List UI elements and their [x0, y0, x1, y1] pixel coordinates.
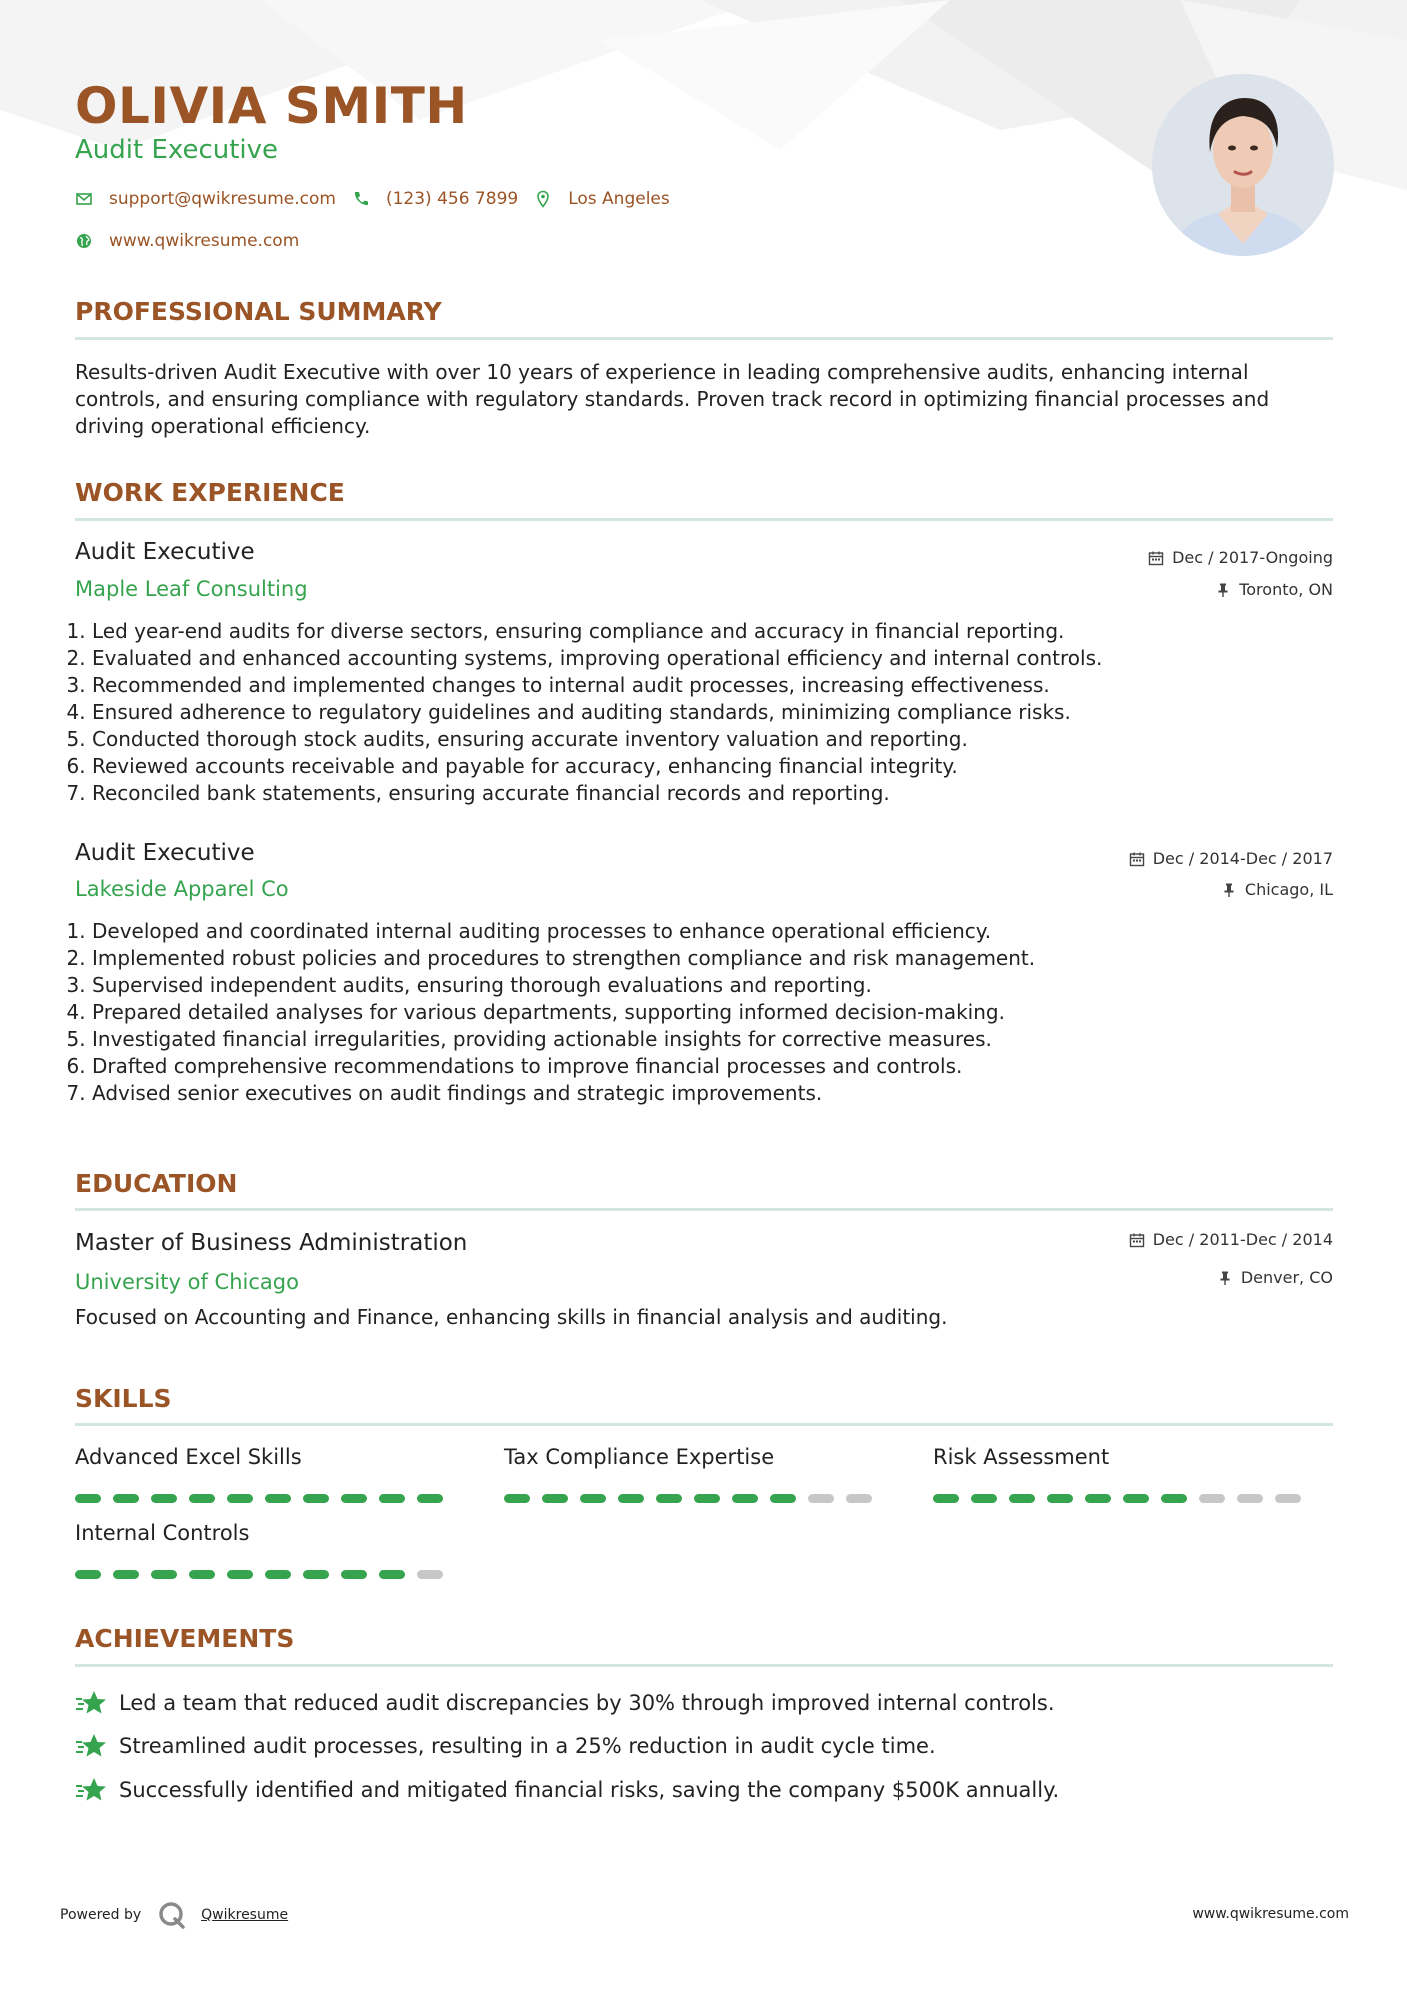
education-location-text: Denver, CO	[1240, 1268, 1333, 1287]
education-heading: EDUCATION	[75, 1169, 238, 1198]
achievement-text: Led a team that reduced audit discrepancies by 30% through improved internal controls.	[119, 1691, 1055, 1715]
skill-segment-empty	[1237, 1494, 1263, 1503]
responsibility-item: 4. Prepared detailed analyses for various departments, supporting informed decision-making.	[92, 999, 1332, 1026]
job-location	[1215, 580, 1333, 600]
skills-divider	[75, 1423, 1333, 1426]
skill-item	[75, 1444, 455, 1503]
job-dates-text: Dec / 2017-Ongoing	[1172, 548, 1333, 567]
skill-segment-filled	[341, 1570, 367, 1579]
responsibility-item: 2. Evaluated and enhanced accounting systems, improving operational efficiency and internal controls.	[92, 645, 1332, 672]
star-icon	[75, 1774, 107, 1806]
skills-heading: SKILLS	[75, 1384, 172, 1413]
education-dates-text: Dec / 2011-Dec / 2014	[1152, 1230, 1333, 1249]
email-link[interactable]: support@qwikresume.com	[109, 189, 336, 209]
pushpin-icon	[1215, 582, 1231, 598]
education-dates	[1129, 1230, 1333, 1250]
responsibility-item: 1. Led year-end audits for diverse sectors, ensuring compliance and accuracy in financial reporting.	[92, 618, 1332, 645]
skill-segment-filled	[113, 1570, 139, 1579]
skill-segment-empty	[417, 1570, 443, 1579]
job-responsibilities-list	[92, 618, 1332, 807]
skill-name: Internal Controls	[75, 1521, 250, 1545]
envelope-icon	[75, 190, 93, 208]
skill-item	[933, 1444, 1313, 1503]
skill-segment-filled	[694, 1494, 720, 1503]
skill-segment-empty	[1275, 1494, 1301, 1503]
skill-segment-filled	[341, 1494, 367, 1503]
globe-icon	[75, 232, 93, 250]
pushpin-icon	[1221, 882, 1237, 898]
qwikresume-link[interactable]: Qwikresume	[201, 1907, 289, 1923]
job-dates	[1148, 548, 1333, 568]
skill-segment-filled	[151, 1570, 177, 1579]
skill-segment-filled	[303, 1570, 329, 1579]
skill-segment-filled	[75, 1494, 101, 1503]
skill-segment-filled	[1085, 1494, 1111, 1503]
skill-segment-filled	[227, 1494, 253, 1503]
responsibility-item: 3. Supervised independent audits, ensuring thorough evaluations and reporting.	[92, 972, 1332, 999]
location-text: Los Angeles	[568, 189, 670, 209]
skill-segment-filled	[151, 1494, 177, 1503]
education-description: Focused on Accounting and Finance, enhancing skills in financial analysis and auditing.	[75, 1305, 948, 1329]
skill-name: Risk Assessment	[933, 1445, 1110, 1469]
company-name: Maple Leaf Consulting	[75, 577, 308, 601]
achievement-item	[75, 1687, 1055, 1719]
degree-name: Master of Business Administration	[75, 1230, 468, 1256]
responsibility-item: 4. Ensured adherence to regulatory guidelines and auditing standards, minimizing compliance risks.	[92, 699, 1332, 726]
responsibility-item: 6. Reviewed accounts receivable and payable for accuracy, enhancing financial integrity.	[92, 753, 1332, 780]
footer-powered-by	[60, 1900, 288, 1930]
job-dates	[1129, 849, 1333, 869]
skill-segment-empty	[1199, 1494, 1225, 1503]
responsibility-item: 1. Developed and coordinated internal auditing processes to enhance operational efficiency.	[92, 918, 1332, 945]
job-dates-text: Dec / 2014-Dec / 2017	[1152, 849, 1333, 868]
job-title: Audit Executive	[75, 840, 255, 866]
skill-segment-filled	[265, 1494, 291, 1503]
responsibility-item: 7. Advised senior executives on audit findings and strategic improvements.	[92, 1080, 1332, 1107]
skill-level-bar	[75, 1494, 455, 1503]
achievements-heading: ACHIEVEMENTS	[75, 1624, 295, 1653]
skill-segment-filled	[75, 1570, 101, 1579]
job-title: Audit Executive	[75, 539, 255, 565]
skill-segment-filled	[189, 1494, 215, 1503]
pushpin-icon	[1217, 1270, 1233, 1286]
phone-icon	[352, 190, 370, 208]
phone-number[interactable]: (123) 456 7899	[385, 189, 519, 209]
education-location	[1217, 1268, 1333, 1288]
skill-segment-filled	[379, 1494, 405, 1503]
job-location-text: Toronto, ON	[1239, 580, 1333, 599]
skill-segment-filled	[580, 1494, 606, 1503]
candidate-title: Audit Executive	[75, 135, 279, 165]
achievements-divider	[75, 1664, 1333, 1667]
achievement-item	[75, 1730, 936, 1762]
skill-segment-filled	[417, 1494, 443, 1503]
skill-segment-filled	[1161, 1494, 1187, 1503]
skill-segment-empty	[808, 1494, 834, 1503]
website-link[interactable]: www.qwikresume.com	[109, 231, 300, 251]
skill-segment-filled	[933, 1494, 959, 1503]
job-responsibilities-list	[92, 918, 1332, 1107]
skill-name: Tax Compliance Expertise	[504, 1445, 775, 1469]
experience-divider	[75, 518, 1333, 521]
skill-segment-filled	[504, 1494, 530, 1503]
skill-level-bar	[75, 1570, 455, 1579]
responsibility-item: 3. Recommended and implemented changes to internal audit processes, increasing effectiveness.	[92, 672, 1332, 699]
skill-segment-filled	[971, 1494, 997, 1503]
responsibility-item: 5. Investigated financial irregularities, providing actionable insights for corrective measures.	[92, 1026, 1332, 1053]
skill-segment-filled	[542, 1494, 568, 1503]
footer-website-link[interactable]: www.qwikresume.com	[1192, 1906, 1349, 1922]
skill-segment-filled	[1009, 1494, 1035, 1503]
skill-segment-filled	[1047, 1494, 1073, 1503]
candidate-name: OLIVIA SMITH	[75, 77, 468, 135]
skill-segment-filled	[113, 1494, 139, 1503]
skill-item	[75, 1520, 455, 1579]
school-name: University of Chicago	[75, 1270, 299, 1294]
skill-segment-filled	[618, 1494, 644, 1503]
skill-segment-filled	[656, 1494, 682, 1503]
achievement-text: Successfully identified and mitigated financial risks, saving the company $500K annually.	[119, 1778, 1060, 1802]
qwikresume-logo-icon	[157, 1900, 187, 1930]
job-location	[1221, 880, 1333, 900]
contact-line-secondary	[75, 230, 299, 252]
responsibility-item: 6. Drafted comprehensive recommendations to improve financial processes and controls.	[92, 1053, 1332, 1080]
experience-heading: WORK EXPERIENCE	[75, 478, 345, 507]
skill-segment-filled	[732, 1494, 758, 1503]
calendar-icon	[1129, 1232, 1145, 1248]
contact-line-primary	[75, 188, 670, 210]
job-location-text: Chicago, IL	[1244, 880, 1333, 899]
responsibility-item: 7. Reconciled bank statements, ensuring accurate financial records and reporting.	[92, 780, 1332, 807]
skill-name: Advanced Excel Skills	[75, 1445, 302, 1469]
skill-segment-filled	[1123, 1494, 1149, 1503]
skill-segment-filled	[189, 1570, 215, 1579]
responsibility-item: 2. Implemented robust policies and procedures to strengthen compliance and risk management.	[92, 945, 1332, 972]
summary-divider	[75, 337, 1333, 340]
powered-by-label: Powered by	[60, 1907, 142, 1923]
achievement-text: Streamlined audit processes, resulting in a 25% reduction in audit cycle time.	[119, 1734, 936, 1758]
summary-text: Results-driven Audit Executive with over 10 years of experience in leading comprehensive audits, enhancing internal controls, and ensuring compliance with regulatory standards. Proven track record in optimizing financial processes and driving operational efficiency.	[75, 360, 1270, 438]
map-pin-icon	[534, 190, 552, 208]
skill-segment-filled	[379, 1570, 405, 1579]
skill-level-bar	[933, 1494, 1313, 1503]
skill-segment-filled	[303, 1494, 329, 1503]
responsibility-item: 5. Conducted thorough stock audits, ensuring accurate inventory valuation and reporting.	[92, 726, 1332, 753]
profile-photo	[1152, 74, 1334, 256]
calendar-icon	[1129, 851, 1145, 867]
star-icon	[75, 1687, 107, 1719]
company-name: Lakeside Apparel Co	[75, 877, 289, 901]
skill-item	[504, 1444, 884, 1503]
calendar-icon	[1148, 550, 1164, 566]
skill-level-bar	[504, 1494, 884, 1503]
skill-segment-filled	[265, 1570, 291, 1579]
star-icon	[75, 1730, 107, 1762]
skill-segment-filled	[227, 1570, 253, 1579]
skill-segment-empty	[846, 1494, 872, 1503]
summary-heading: PROFESSIONAL SUMMARY	[75, 297, 442, 326]
education-divider	[75, 1208, 1333, 1211]
skill-segment-filled	[770, 1494, 796, 1503]
achievement-item	[75, 1774, 1059, 1806]
